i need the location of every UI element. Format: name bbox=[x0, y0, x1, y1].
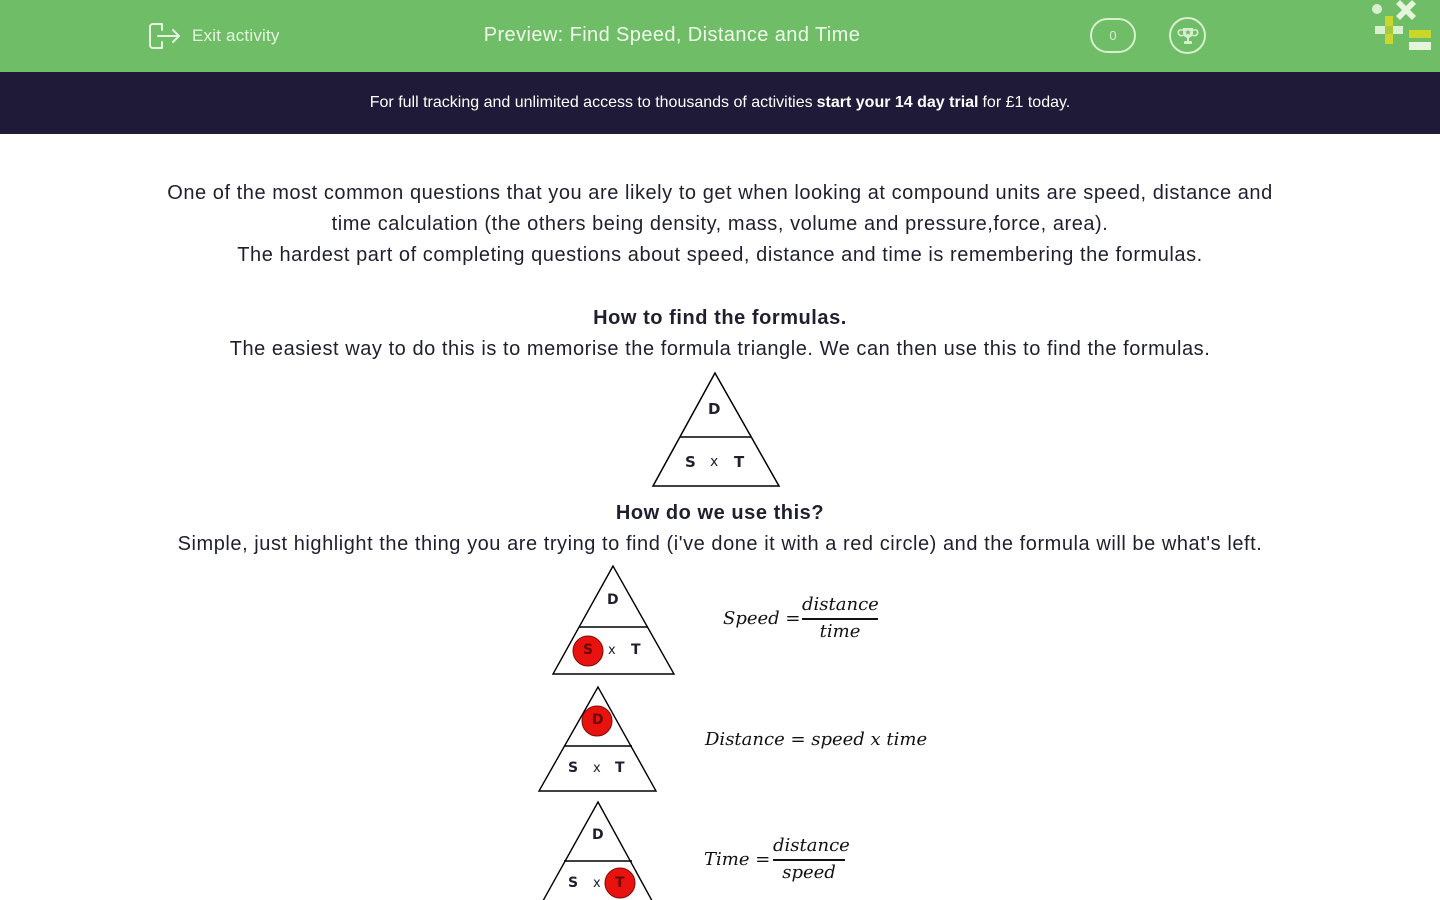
brand-logo-icon bbox=[1364, 0, 1440, 56]
triangle-label-x: x bbox=[710, 454, 719, 470]
distance-triangle bbox=[537, 685, 659, 793]
speed-triangle-d: D bbox=[607, 592, 619, 608]
banner-text-end: for £1 today. bbox=[982, 94, 1071, 111]
speed-formula-lhs: Speed = bbox=[723, 608, 801, 629]
distance-triangle-s: S bbox=[568, 760, 579, 776]
time-triangle-x: x bbox=[593, 876, 601, 891]
page-title: Preview: Find Speed, Distance and Time bbox=[483, 24, 861, 46]
speed-formula-denominator: time bbox=[819, 621, 861, 642]
intro-paragraph-line-2: time calculation (the others being density, mass, volume and pressure,force, area). bbox=[331, 213, 1109, 235]
time-formula-lhs: Time = bbox=[704, 849, 771, 870]
time-triangle-s: S bbox=[568, 875, 579, 891]
speed-triangle-x: x bbox=[608, 643, 616, 658]
top-bar bbox=[0, 0, 1440, 72]
speed-triangle bbox=[551, 564, 677, 676]
paragraph-highlight-instructions: Simple, just highlight the thing you are trying to find (i've done it with a red circle) and the formula will be what's left. bbox=[177, 533, 1263, 555]
intro-paragraph-line-3: The hardest part of completing questions about speed, distance and time is remembering the formulas. bbox=[237, 244, 1203, 266]
speed-formula-numerator: distance bbox=[802, 594, 879, 615]
trial-link[interactable]: start your 14 day trial bbox=[816, 94, 979, 111]
triangle-label-t: T bbox=[734, 453, 745, 471]
speed-formula-fraction-bar bbox=[802, 618, 878, 620]
time-formula-denominator: speed bbox=[782, 862, 836, 883]
distance-triangle-d-highlighted: D bbox=[592, 712, 604, 728]
heading-how-use: How do we use this? bbox=[615, 502, 825, 524]
trophy-button[interactable] bbox=[1169, 17, 1206, 54]
score-counter: 0 bbox=[1090, 18, 1136, 53]
time-triangle-d: D bbox=[592, 827, 604, 843]
distance-formula: Distance = speed x time bbox=[705, 729, 928, 750]
banner-text: For full tracking and unlimited access to thousands of activities bbox=[369, 94, 813, 111]
speed-triangle-t: T bbox=[631, 642, 641, 658]
time-triangle-t-highlighted: T bbox=[615, 875, 625, 891]
intro-paragraph-line-1: One of the most common questions that you are likely to get when looking at compound units are speed, distance and bbox=[167, 182, 1273, 204]
heading-find-formulas: How to find the formulas. bbox=[593, 307, 847, 329]
exit-activity-label: Exit activity bbox=[192, 26, 280, 45]
trial-banner bbox=[0, 72, 1440, 134]
trophy-icon bbox=[1177, 25, 1199, 47]
distance-triangle-t: T bbox=[615, 760, 625, 776]
time-formula-fraction-bar bbox=[773, 859, 845, 861]
speed-triangle-s-highlighted: S bbox=[583, 642, 594, 658]
triangle-label-d: D bbox=[708, 400, 721, 418]
time-formula-numerator: distance bbox=[773, 835, 850, 856]
paragraph-memorise-triangle: The easiest way to do this is to memorise the formula triangle. We can then use this to find the formulas. bbox=[229, 338, 1211, 360]
distance-triangle-x: x bbox=[593, 761, 601, 776]
triangle-label-s: S bbox=[685, 453, 696, 471]
